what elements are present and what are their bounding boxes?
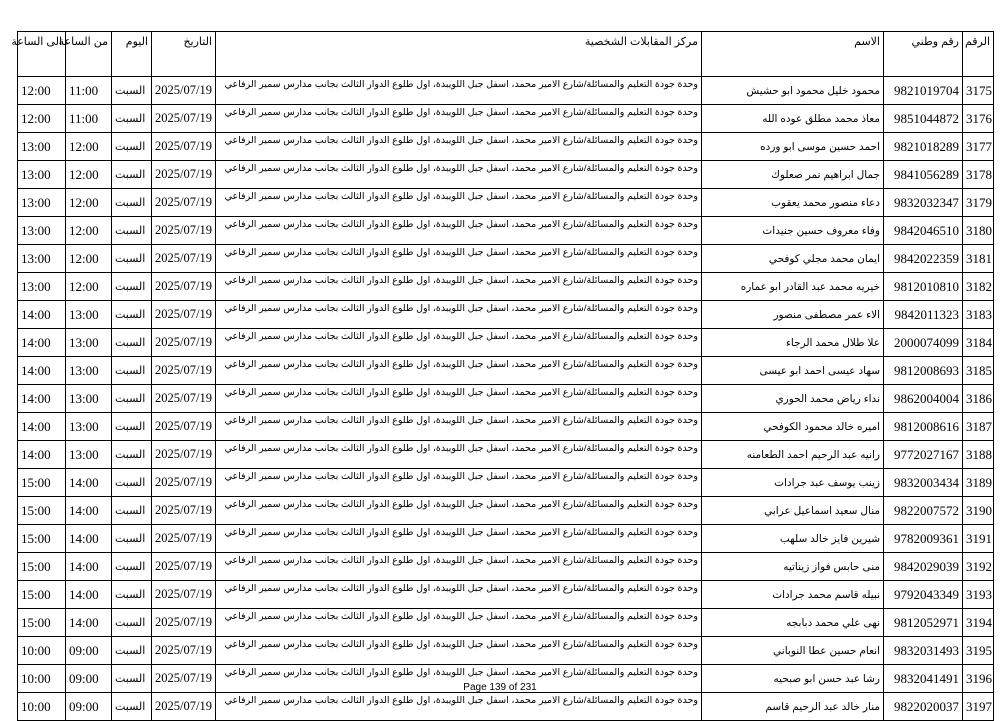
national-id: 9821018289 [884, 133, 963, 161]
row-number: 3181 [963, 245, 994, 273]
from-time: 14:00 [66, 609, 112, 637]
row-number: 3191 [963, 525, 994, 553]
table-row [18, 273, 994, 301]
national-id: 9841056289 [884, 161, 963, 189]
person-name: نبيله قاسم محمد جرادات [702, 581, 884, 609]
national-id: 9822007572 [884, 497, 963, 525]
national-id: 9812010810 [884, 273, 963, 301]
row-number: 3187 [963, 413, 994, 441]
national-id: 9851044872 [884, 105, 963, 133]
row-number: 3197 [963, 693, 994, 721]
from-time: 14:00 [66, 525, 112, 553]
interview-day: السبت [112, 609, 152, 637]
national-id: 9842029039 [884, 553, 963, 581]
interview-center: وحدة جودة التعليم والمسائلة/شارع الامير محمد، اسفل جبل اللويبدة، اول طلوع الدوار الثالث بجانب مدارس سمير الرفاعي [216, 357, 702, 385]
national-id: 9842022359 [884, 245, 963, 273]
table-row [18, 189, 994, 217]
interview-date: 2025/07/19 [152, 693, 216, 721]
interview-center: وحدة جودة التعليم والمسائلة/شارع الامير محمد، اسفل جبل اللويبدة، اول طلوع الدوار الثالث بجانب مدارس سمير الرفاعي [216, 553, 702, 581]
interview-day: السبت [112, 497, 152, 525]
person-name: منى حابس فواز زيناتيه [702, 553, 884, 581]
row-number: 3188 [963, 441, 994, 469]
table-row [18, 77, 994, 105]
person-name: اميره خالد محمود الكوفحي [702, 413, 884, 441]
header-from-time: من الساعة [66, 32, 112, 77]
to-time: 15:00 [18, 497, 66, 525]
interview-day: السبت [112, 133, 152, 161]
interview-date: 2025/07/19 [152, 273, 216, 301]
interview-center: وحدة جودة التعليم والمسائلة/شارع الامير محمد، اسفل جبل اللويبدة، اول طلوع الدوار الثالث بجانب مدارس سمير الرفاعي [216, 385, 702, 413]
row-number: 3194 [963, 609, 994, 637]
row-number: 3189 [963, 469, 994, 497]
national-id: 9782009361 [884, 525, 963, 553]
national-id: 9832041491 [884, 665, 963, 693]
interview-date: 2025/07/19 [152, 301, 216, 329]
from-time: 13:00 [66, 441, 112, 469]
from-time: 09:00 [66, 693, 112, 721]
interview-center: وحدة جودة التعليم والمسائلة/شارع الامير محمد، اسفل جبل اللويبدة، اول طلوع الدوار الثالث بجانب مدارس سمير الرفاعي [216, 693, 702, 721]
table-row [18, 245, 994, 273]
interview-day: السبت [112, 245, 152, 273]
page-number: Page 139 of 231 [463, 682, 537, 693]
interview-center: وحدة جودة التعليم والمسائلة/شارع الامير محمد، اسفل جبل اللويبدة، اول طلوع الدوار الثالث بجانب مدارس سمير الرفاعي [216, 105, 702, 133]
person-name: الاء عمر مصطفى منصور [702, 301, 884, 329]
to-time: 12:00 [18, 105, 66, 133]
interview-date: 2025/07/19 [152, 329, 216, 357]
to-time: 14:00 [18, 329, 66, 357]
interview-center: وحدة جودة التعليم والمسائلة/شارع الامير محمد، اسفل جبل اللويبدة، اول طلوع الدوار الثالث بجانب مدارس سمير الرفاعي [216, 245, 702, 273]
person-name: نهى علي محمد دبابجه [702, 609, 884, 637]
to-time: 15:00 [18, 581, 66, 609]
to-time: 15:00 [18, 525, 66, 553]
interview-date: 2025/07/19 [152, 553, 216, 581]
from-time: 12:00 [66, 217, 112, 245]
row-number: 3180 [963, 217, 994, 245]
to-time: 13:00 [18, 273, 66, 301]
interview-date: 2025/07/19 [152, 189, 216, 217]
interview-center: وحدة جودة التعليم والمسائلة/شارع الامير محمد، اسفل جبل اللويبدة، اول طلوع الدوار الثالث بجانب مدارس سمير الرفاعي [216, 497, 702, 525]
interview-date: 2025/07/19 [152, 413, 216, 441]
interview-day: السبت [112, 665, 152, 693]
to-time: 15:00 [18, 553, 66, 581]
table-row [18, 441, 994, 469]
person-name: محمود خليل محمود ابو حشيش [702, 77, 884, 105]
row-number: 3193 [963, 581, 994, 609]
table-row [18, 301, 994, 329]
interview-day: السبت [112, 77, 152, 105]
interview-day: السبت [112, 217, 152, 245]
interview-day: السبت [112, 441, 152, 469]
person-name: زينب يوسف عبد جرادات [702, 469, 884, 497]
person-name: شيرين فايز خالد سلهب [702, 525, 884, 553]
from-time: 12:00 [66, 273, 112, 301]
row-number: 3195 [963, 637, 994, 665]
person-name: علا طلال محمد الرجاء [702, 329, 884, 357]
to-time: 14:00 [18, 413, 66, 441]
from-time: 13:00 [66, 329, 112, 357]
person-name: نداء رياض محمد الحوري [702, 385, 884, 413]
interview-center: وحدة جودة التعليم والمسائلة/شارع الامير محمد، اسفل جبل اللويبدة، اول طلوع الدوار الثالث بجانب مدارس سمير الرفاعي [216, 77, 702, 105]
interview-center: وحدة جودة التعليم والمسائلة/شارع الامير محمد، اسفل جبل اللويبدة، اول طلوع الدوار الثالث بجانب مدارس سمير الرفاعي [216, 301, 702, 329]
interview-center: وحدة جودة التعليم والمسائلة/شارع الامير محمد، اسفل جبل اللويبدة، اول طلوع الدوار الثالث بجانب مدارس سمير الرفاعي [216, 441, 702, 469]
from-time: 13:00 [66, 385, 112, 413]
person-name: معاذ محمد مطلق عوده الله [702, 105, 884, 133]
person-name: سهاد عيسى احمد ابو عيسى [702, 357, 884, 385]
interview-schedule-table [11, 31, 994, 721]
person-name: ايمان محمد مجلي كوفحي [702, 245, 884, 273]
from-time: 13:00 [66, 413, 112, 441]
national-id: 9832032347 [884, 189, 963, 217]
interview-day: السبت [112, 581, 152, 609]
interview-date: 2025/07/19 [152, 77, 216, 105]
national-id: 9832031493 [884, 637, 963, 665]
interview-center: وحدة جودة التعليم والمسائلة/شارع الامير محمد، اسفل جبل اللويبدة، اول طلوع الدوار الثالث بجانب مدارس سمير الرفاعي [216, 581, 702, 609]
row-number: 3190 [963, 497, 994, 525]
header-name: الاسم [702, 32, 884, 77]
from-time: 12:00 [66, 161, 112, 189]
national-id: 9772027167 [884, 441, 963, 469]
interview-day: السبت [112, 693, 152, 721]
from-time: 12:00 [66, 245, 112, 273]
row-number: 3178 [963, 161, 994, 189]
interview-day: السبت [112, 525, 152, 553]
from-time: 11:00 [66, 105, 112, 133]
interview-day: السبت [112, 329, 152, 357]
header-date: التاريخ [152, 32, 216, 77]
interview-date: 2025/07/19 [152, 245, 216, 273]
interview-center: وحدة جودة التعليم والمسائلة/شارع الامير محمد، اسفل جبل اللويبدة، اول طلوع الدوار الثالث بجانب مدارس سمير الرفاعي [216, 609, 702, 637]
interview-center: وحدة جودة التعليم والمسائلة/شارع الامير محمد، اسفل جبل اللويبدة، اول طلوع الدوار الثالث بجانب مدارس سمير الرفاعي [216, 189, 702, 217]
interview-center: وحدة جودة التعليم والمسائلة/شارع الامير محمد، اسفل جبل اللويبدة، اول طلوع الدوار الثالث بجانب مدارس سمير الرفاعي [216, 133, 702, 161]
row-number: 3182 [963, 273, 994, 301]
interview-center: وحدة جودة التعليم والمسائلة/شارع الامير محمد، اسفل جبل اللويبدة، اول طلوع الدوار الثالث بجانب مدارس سمير الرفاعي [216, 329, 702, 357]
from-time: 13:00 [66, 357, 112, 385]
person-name: خيريه محمد عبد القادر ابو عماره [702, 273, 884, 301]
to-time: 14:00 [18, 301, 66, 329]
row-number: 3185 [963, 357, 994, 385]
to-time: 13:00 [18, 217, 66, 245]
row-number: 3179 [963, 189, 994, 217]
interview-date: 2025/07/19 [152, 133, 216, 161]
to-time: 14:00 [18, 441, 66, 469]
to-time: 12:00 [18, 77, 66, 105]
table-row [18, 413, 994, 441]
table-body [18, 77, 994, 721]
from-time: 12:00 [66, 189, 112, 217]
to-time: 13:00 [18, 245, 66, 273]
person-name: احمد حسين موسى ابو ورده [702, 133, 884, 161]
interview-center: وحدة جودة التعليم والمسائلة/شارع الامير محمد، اسفل جبل اللويبدة، اول طلوع الدوار الثالث بجانب مدارس سمير الرفاعي [216, 637, 702, 665]
row-number: 3176 [963, 105, 994, 133]
interview-date: 2025/07/19 [152, 497, 216, 525]
interview-day: السبت [112, 637, 152, 665]
interview-center: وحدة جودة التعليم والمسائلة/شارع الامير محمد، اسفل جبل اللويبدة، اول طلوع الدوار الثالث بجانب مدارس سمير الرفاعي [216, 665, 702, 693]
row-number: 3186 [963, 385, 994, 413]
interview-day: السبت [112, 273, 152, 301]
header-national-id: رقم وطني [884, 32, 963, 77]
national-id: 9812008616 [884, 413, 963, 441]
interview-center: وحدة جودة التعليم والمسائلة/شارع الامير محمد، اسفل جبل اللويبدة، اول طلوع الدوار الثالث بجانب مدارس سمير الرفاعي [216, 525, 702, 553]
from-time: 14:00 [66, 553, 112, 581]
interview-day: السبت [112, 161, 152, 189]
national-id: 9792043349 [884, 581, 963, 609]
to-time: 13:00 [18, 133, 66, 161]
table-row [18, 329, 994, 357]
interview-date: 2025/07/19 [152, 637, 216, 665]
table-row [18, 133, 994, 161]
table-row [18, 357, 994, 385]
row-number: 3196 [963, 665, 994, 693]
national-id: 9842046510 [884, 217, 963, 245]
interview-date: 2025/07/19 [152, 581, 216, 609]
from-time: 14:00 [66, 497, 112, 525]
interview-date: 2025/07/19 [152, 105, 216, 133]
from-time: 09:00 [66, 637, 112, 665]
from-time: 13:00 [66, 301, 112, 329]
row-number: 3177 [963, 133, 994, 161]
table-row [18, 385, 994, 413]
table-row [18, 161, 994, 189]
national-id: 9812052971 [884, 609, 963, 637]
interview-center: وحدة جودة التعليم والمسائلة/شارع الامير محمد، اسفل جبل اللويبدة، اول طلوع الدوار الثالث بجانب مدارس سمير الرفاعي [216, 161, 702, 189]
to-time: 14:00 [18, 357, 66, 385]
table-row [18, 105, 994, 133]
header-no: الرقم [963, 32, 994, 77]
interview-date: 2025/07/19 [152, 161, 216, 189]
header-day: اليوم [112, 32, 152, 77]
national-id: 9812008693 [884, 357, 963, 385]
table-row [18, 637, 994, 665]
interview-date: 2025/07/19 [152, 441, 216, 469]
to-time: 15:00 [18, 469, 66, 497]
interview-center: وحدة جودة التعليم والمسائلة/شارع الامير محمد، اسفل جبل اللويبدة، اول طلوع الدوار الثالث بجانب مدارس سمير الرفاعي [216, 273, 702, 301]
to-time: 15:00 [18, 609, 66, 637]
header-center: مركز المقابلات الشخصية [216, 32, 702, 77]
interview-center: وحدة جودة التعليم والمسائلة/شارع الامير محمد، اسفل جبل اللويبدة، اول طلوع الدوار الثالث بجانب مدارس سمير الرفاعي [216, 469, 702, 497]
interview-date: 2025/07/19 [152, 525, 216, 553]
header-row [18, 32, 994, 77]
row-number: 3183 [963, 301, 994, 329]
person-name: وفاء معروف حسين جنيدات [702, 217, 884, 245]
from-time: 14:00 [66, 581, 112, 609]
national-id: 9832003434 [884, 469, 963, 497]
to-time: 10:00 [18, 665, 66, 693]
table-row [18, 525, 994, 553]
table-row [18, 217, 994, 245]
interview-date: 2025/07/19 [152, 385, 216, 413]
interview-date: 2025/07/19 [152, 609, 216, 637]
table-row [18, 553, 994, 581]
row-number: 3192 [963, 553, 994, 581]
national-id: 9862004004 [884, 385, 963, 413]
interview-day: السبت [112, 301, 152, 329]
person-name: منار خالد عبد الرحيم قاسم [702, 693, 884, 721]
person-name: انعام حسين عطا النوباني [702, 637, 884, 665]
to-time: 13:00 [18, 161, 66, 189]
person-name: جمال ابراهيم نمر صعلوك [702, 161, 884, 189]
interview-date: 2025/07/19 [152, 665, 216, 693]
interview-day: السبت [112, 357, 152, 385]
table-row [18, 609, 994, 637]
interview-date: 2025/07/19 [152, 357, 216, 385]
to-time: 14:00 [18, 385, 66, 413]
header-to-time: الى الساعة [18, 32, 66, 77]
row-number: 3175 [963, 77, 994, 105]
interview-day: السبت [112, 553, 152, 581]
row-number: 3184 [963, 329, 994, 357]
interview-day: السبت [112, 105, 152, 133]
to-time: 10:00 [18, 693, 66, 721]
person-name: رانيه عبد الرحيم احمد الطعامنه [702, 441, 884, 469]
interview-center: وحدة جودة التعليم والمسائلة/شارع الامير محمد، اسفل جبل اللويبدة، اول طلوع الدوار الثالث بجانب مدارس سمير الرفاعي [216, 413, 702, 441]
table-row [18, 693, 994, 721]
to-time: 10:00 [18, 637, 66, 665]
table-row [18, 497, 994, 525]
interview-center: وحدة جودة التعليم والمسائلة/شارع الامير محمد، اسفل جبل اللويبدة، اول طلوع الدوار الثالث بجانب مدارس سمير الرفاعي [216, 217, 702, 245]
from-time: 12:00 [66, 133, 112, 161]
to-time: 13:00 [18, 189, 66, 217]
table-row [18, 581, 994, 609]
from-time: 09:00 [66, 665, 112, 693]
interview-date: 2025/07/19 [152, 217, 216, 245]
national-id: 9842011323 [884, 301, 963, 329]
interview-day: السبت [112, 385, 152, 413]
table-row [18, 469, 994, 497]
from-time: 11:00 [66, 77, 112, 105]
interview-day: السبت [112, 413, 152, 441]
person-name: دعاء منصور محمد يعقوب [702, 189, 884, 217]
from-time: 14:00 [66, 469, 112, 497]
person-name: رشا عبد حسن ابو صبحيه [702, 665, 884, 693]
national-id: 9821019704 [884, 77, 963, 105]
national-id: 9822020037 [884, 693, 963, 721]
interview-day: السبت [112, 469, 152, 497]
document-page [11, 31, 992, 721]
person-name: منال سعيد اسماعيل عرابي [702, 497, 884, 525]
interview-date: 2025/07/19 [152, 469, 216, 497]
interview-day: السبت [112, 189, 152, 217]
national-id: 2000074099 [884, 329, 963, 357]
